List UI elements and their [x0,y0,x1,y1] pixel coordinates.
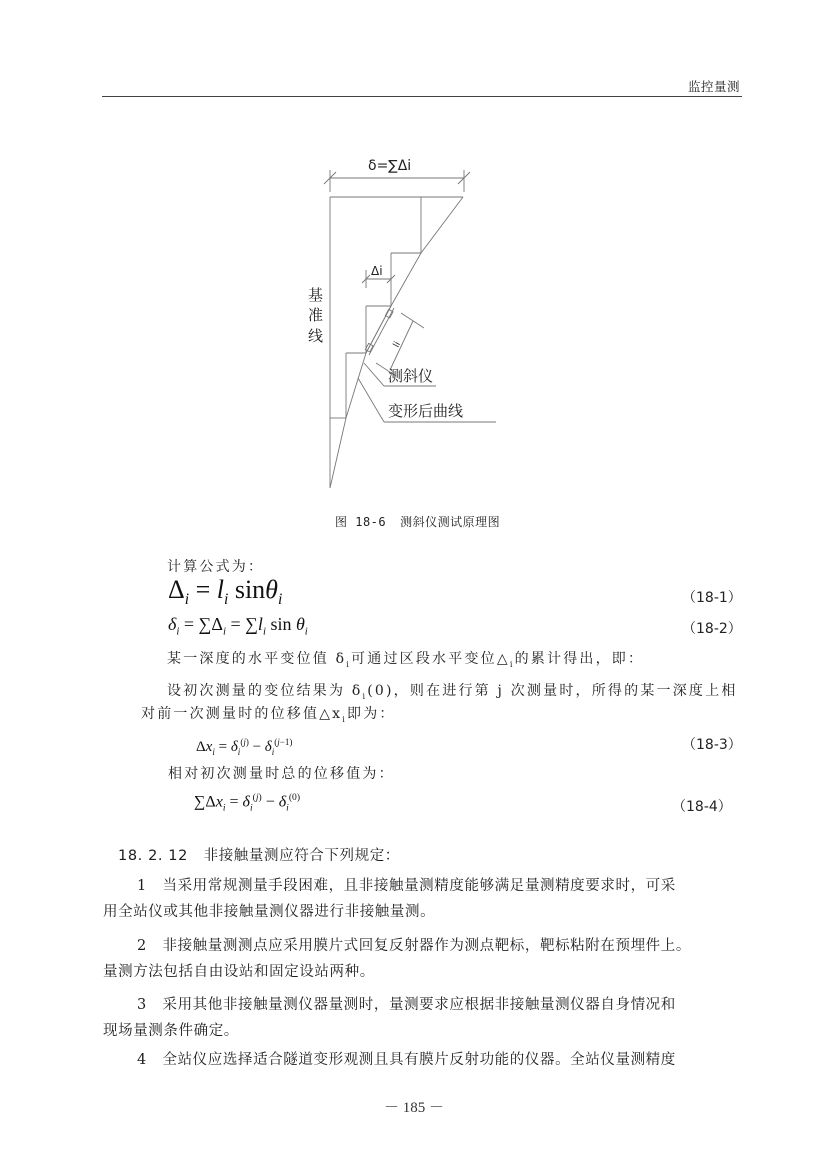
inclinometer-principle-diagram [296,148,516,498]
baseline-label-char-1: 基 [308,286,324,304]
top-delta-label: δ=∑Δi [368,158,412,174]
leader-curve [358,378,384,422]
figure-title: 测斜仪测试原理图 [400,515,501,529]
equation-number-18-2: （18-2） [682,621,742,637]
equation-number-18-4: （18-4） [672,799,732,815]
clause-item-3-line2: 现场量测条件确定。 [103,1023,239,1039]
length-label: li [391,340,404,350]
clause-item-2-line1: 2 非接触量测测点应采用膜片式回复反射器作为测点靶标，靶标粘附在预埋件上。 [137,938,691,954]
inclinometer-body-edge-2 [369,308,394,355]
clause-number: 18. 2. 12 [118,848,188,864]
equation-18-3: $\Delta x_i = \delta_i^{(j)} - \delta_i^{(j-1)}$ [196,737,293,757]
equation-number-18-1: （18-1） [682,590,742,606]
clause-item-4-line1: 4 全站仪应选择适合隧道变形观测且具有膜片反射功能的仪器。全站仪量测精度 [137,1052,676,1068]
paragraph-horizontal-displacement: 某一深度的水平变位值 $\delta_i$可通过区段水平变位$\triangle_i$的累计得出，即： [167,651,645,669]
equation-18-2: $\delta_i = \sum\Delta_i = \sum l_i$ $\sin \theta_i$ [168,614,308,638]
clause-heading [118,844,400,865]
segment-delta-label: Δi [371,264,383,278]
clause-item-3-line1: 3 采用其他非接触量测仪器量测时，量测要求应根据非接触量测仪器自身情况和 [137,997,676,1013]
running-header-title: 监控量测 [688,79,741,94]
clause-item-1-line2: 用全站仪或其他非接触量测仪器进行非接触量测。 [103,904,436,920]
figure-number: 图 18-6 [335,515,387,529]
equation-18-4: $\sum\Delta x_i = \delta_i^{(j)} - \delta_i^{(0)}$ [194,792,301,814]
baseline-label-char-2: 准 [308,306,324,324]
deformed-curve-label: 变形后曲线 [388,402,464,420]
paragraph-initial-measurement-line1: 设初次测量的变位结果为 $\delta_i(0)$，则在进行第 j 次测量时，所得的某一深度上相 [167,683,738,701]
equation-number-18-3: （18-3） [682,737,742,753]
page-number: － 185 － [384,1100,445,1116]
figure-caption [335,513,500,530]
equation-18-1: $\Delta_i = l_i$ sinθ$_i$ [168,575,283,609]
inclinometer-label: 测斜仪 [388,367,434,385]
length-ext-upper [401,313,424,328]
clause-item-2-line2: 量测方法包括自由设站和固定设站两种。 [103,964,375,980]
header-rule [102,96,742,97]
baseline-label-char-3: 线 [308,327,324,345]
paragraph-initial-measurement-line2: 对前一次测量时的位移值$\triangle x_i$即为： [141,706,396,724]
formula-intro: 计算公式为： [167,559,265,575]
paragraph-total-displacement: 相对初次测量时总的位移值为： [168,766,395,782]
clause-item-1-line1: 1 当采用常规测量手段困难，且非接触量测精度能够满足量测精度要求时，可采 [137,878,676,894]
inclinometer-body-edge [366,306,391,353]
clause-title: 非接触量测应符合下列规定： [203,848,400,864]
